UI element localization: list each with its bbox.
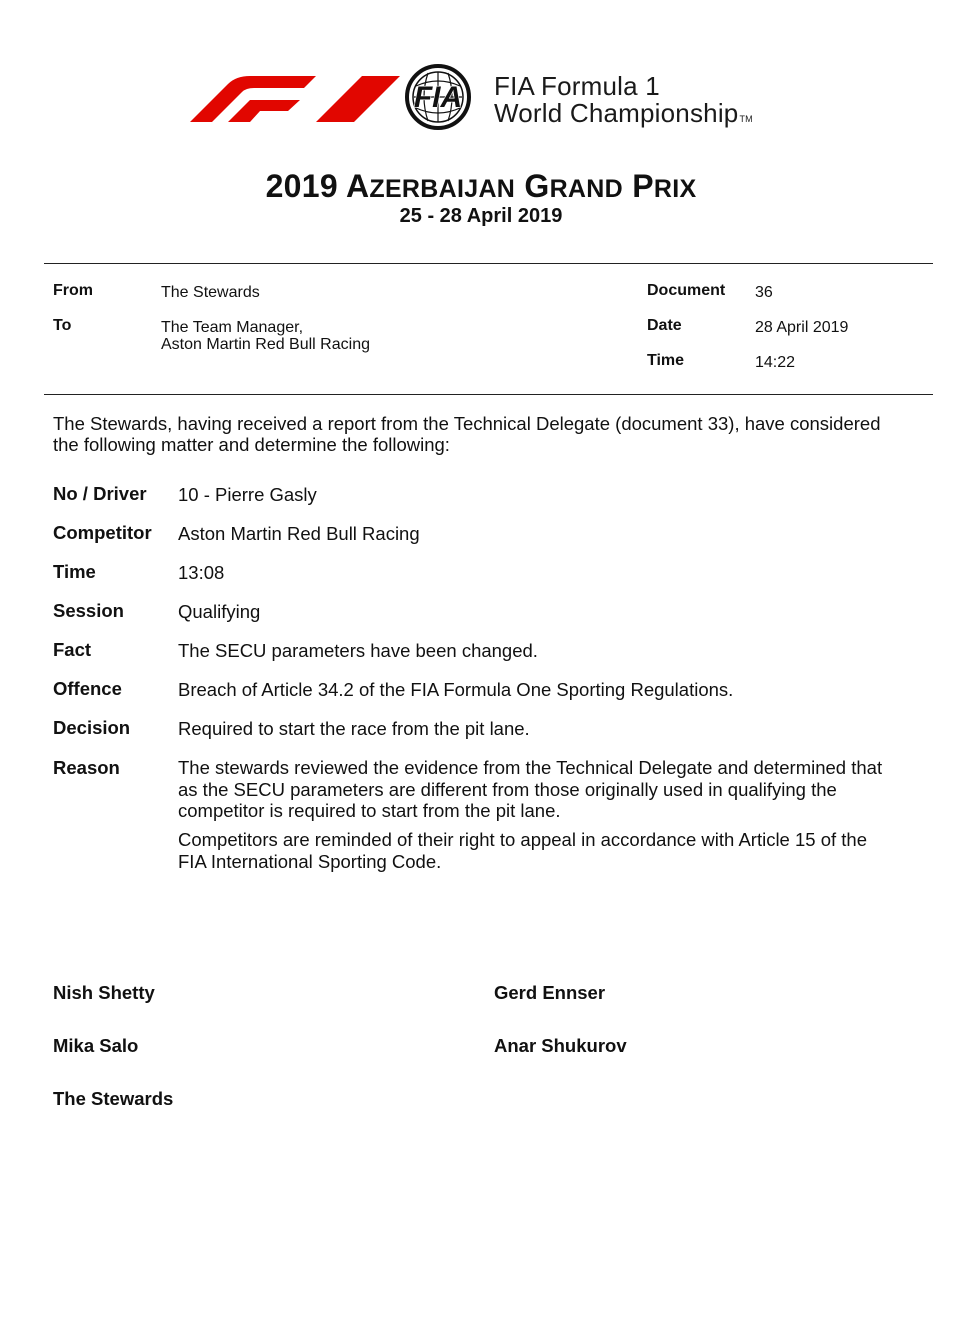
stewards-closing: The Stewards (53, 1088, 174, 1109)
time-value: 14:22 (755, 354, 796, 371)
incident-time-label: Time (53, 561, 96, 582)
time-label: Time (647, 352, 685, 369)
fia-badge-icon (407, 66, 469, 128)
trademark: TM (739, 114, 753, 124)
event-title: 2019 AZERBAIJAN GRAND PRIX (265, 168, 697, 204)
logo-line-2: World ChampionshipTM (494, 98, 753, 128)
from-label: From (53, 282, 93, 299)
decision-value: Required to start the race from the pit lane. (178, 718, 530, 739)
steward-signature: Mika Salo (53, 1035, 139, 1056)
header-top-rule (44, 263, 933, 264)
date-label: Date (647, 317, 682, 334)
session-value: Qualifying (178, 601, 261, 622)
event-dates: 25 - 28 April 2019 (399, 205, 563, 227)
logo-line-1: FIA Formula 1 (494, 71, 660, 101)
fact-label: Fact (53, 639, 92, 660)
reason-label: Reason (53, 757, 120, 778)
intro-paragraph: The Stewards, having received a report from the Technical Delegate (document 33), have considered the following matter and determine the following: (53, 413, 881, 455)
reason-paragraph-2: Competitors are reminded of their right to appeal in accordance with Article 15 of the FIA International Sporting Code. (178, 829, 867, 872)
from-value: The Stewards (161, 284, 260, 301)
competitor-value: Aston Martin Red Bull Racing (178, 523, 420, 544)
document-label: Document (647, 282, 726, 299)
steward-signature: Gerd Ennser (494, 982, 606, 1003)
logo-wordmark (494, 73, 753, 133)
offence-value: Breach of Article 34.2 of the FIA Formula One Sporting Regulations. (178, 679, 734, 700)
fact-value: The SECU parameters have been changed. (178, 640, 538, 661)
reason-paragraph-1: The stewards reviewed the evidence from the Technical Delegate and determined that as the SECU parameters are different from those originally used in qualifying the competitor is required to start from the pit lane. (178, 757, 883, 821)
to-label: To (53, 317, 72, 334)
document-value: 36 (755, 284, 773, 301)
steward-signature: Nish Shetty (53, 982, 155, 1003)
steward-signature: Anar Shukurov (494, 1035, 627, 1056)
date-value: 28 April 2019 (755, 319, 849, 336)
competitor-label: Competitor (53, 522, 152, 543)
offence-label: Offence (53, 678, 122, 699)
f1-logo-icon (188, 64, 488, 132)
svg-text:FIA: FIA (413, 81, 463, 114)
incident-time-value: 13:08 (178, 562, 225, 583)
driver-label: No / Driver (53, 483, 147, 504)
driver-value: 10 - Pierre Gasly (178, 484, 317, 505)
decision-label: Decision (53, 717, 131, 738)
f1-fia-logo (188, 64, 808, 132)
header-bottom-rule (44, 394, 933, 395)
session-label: Session (53, 600, 124, 621)
to-value: The Team Manager, Aston Martin Red Bull Racing (161, 319, 370, 353)
